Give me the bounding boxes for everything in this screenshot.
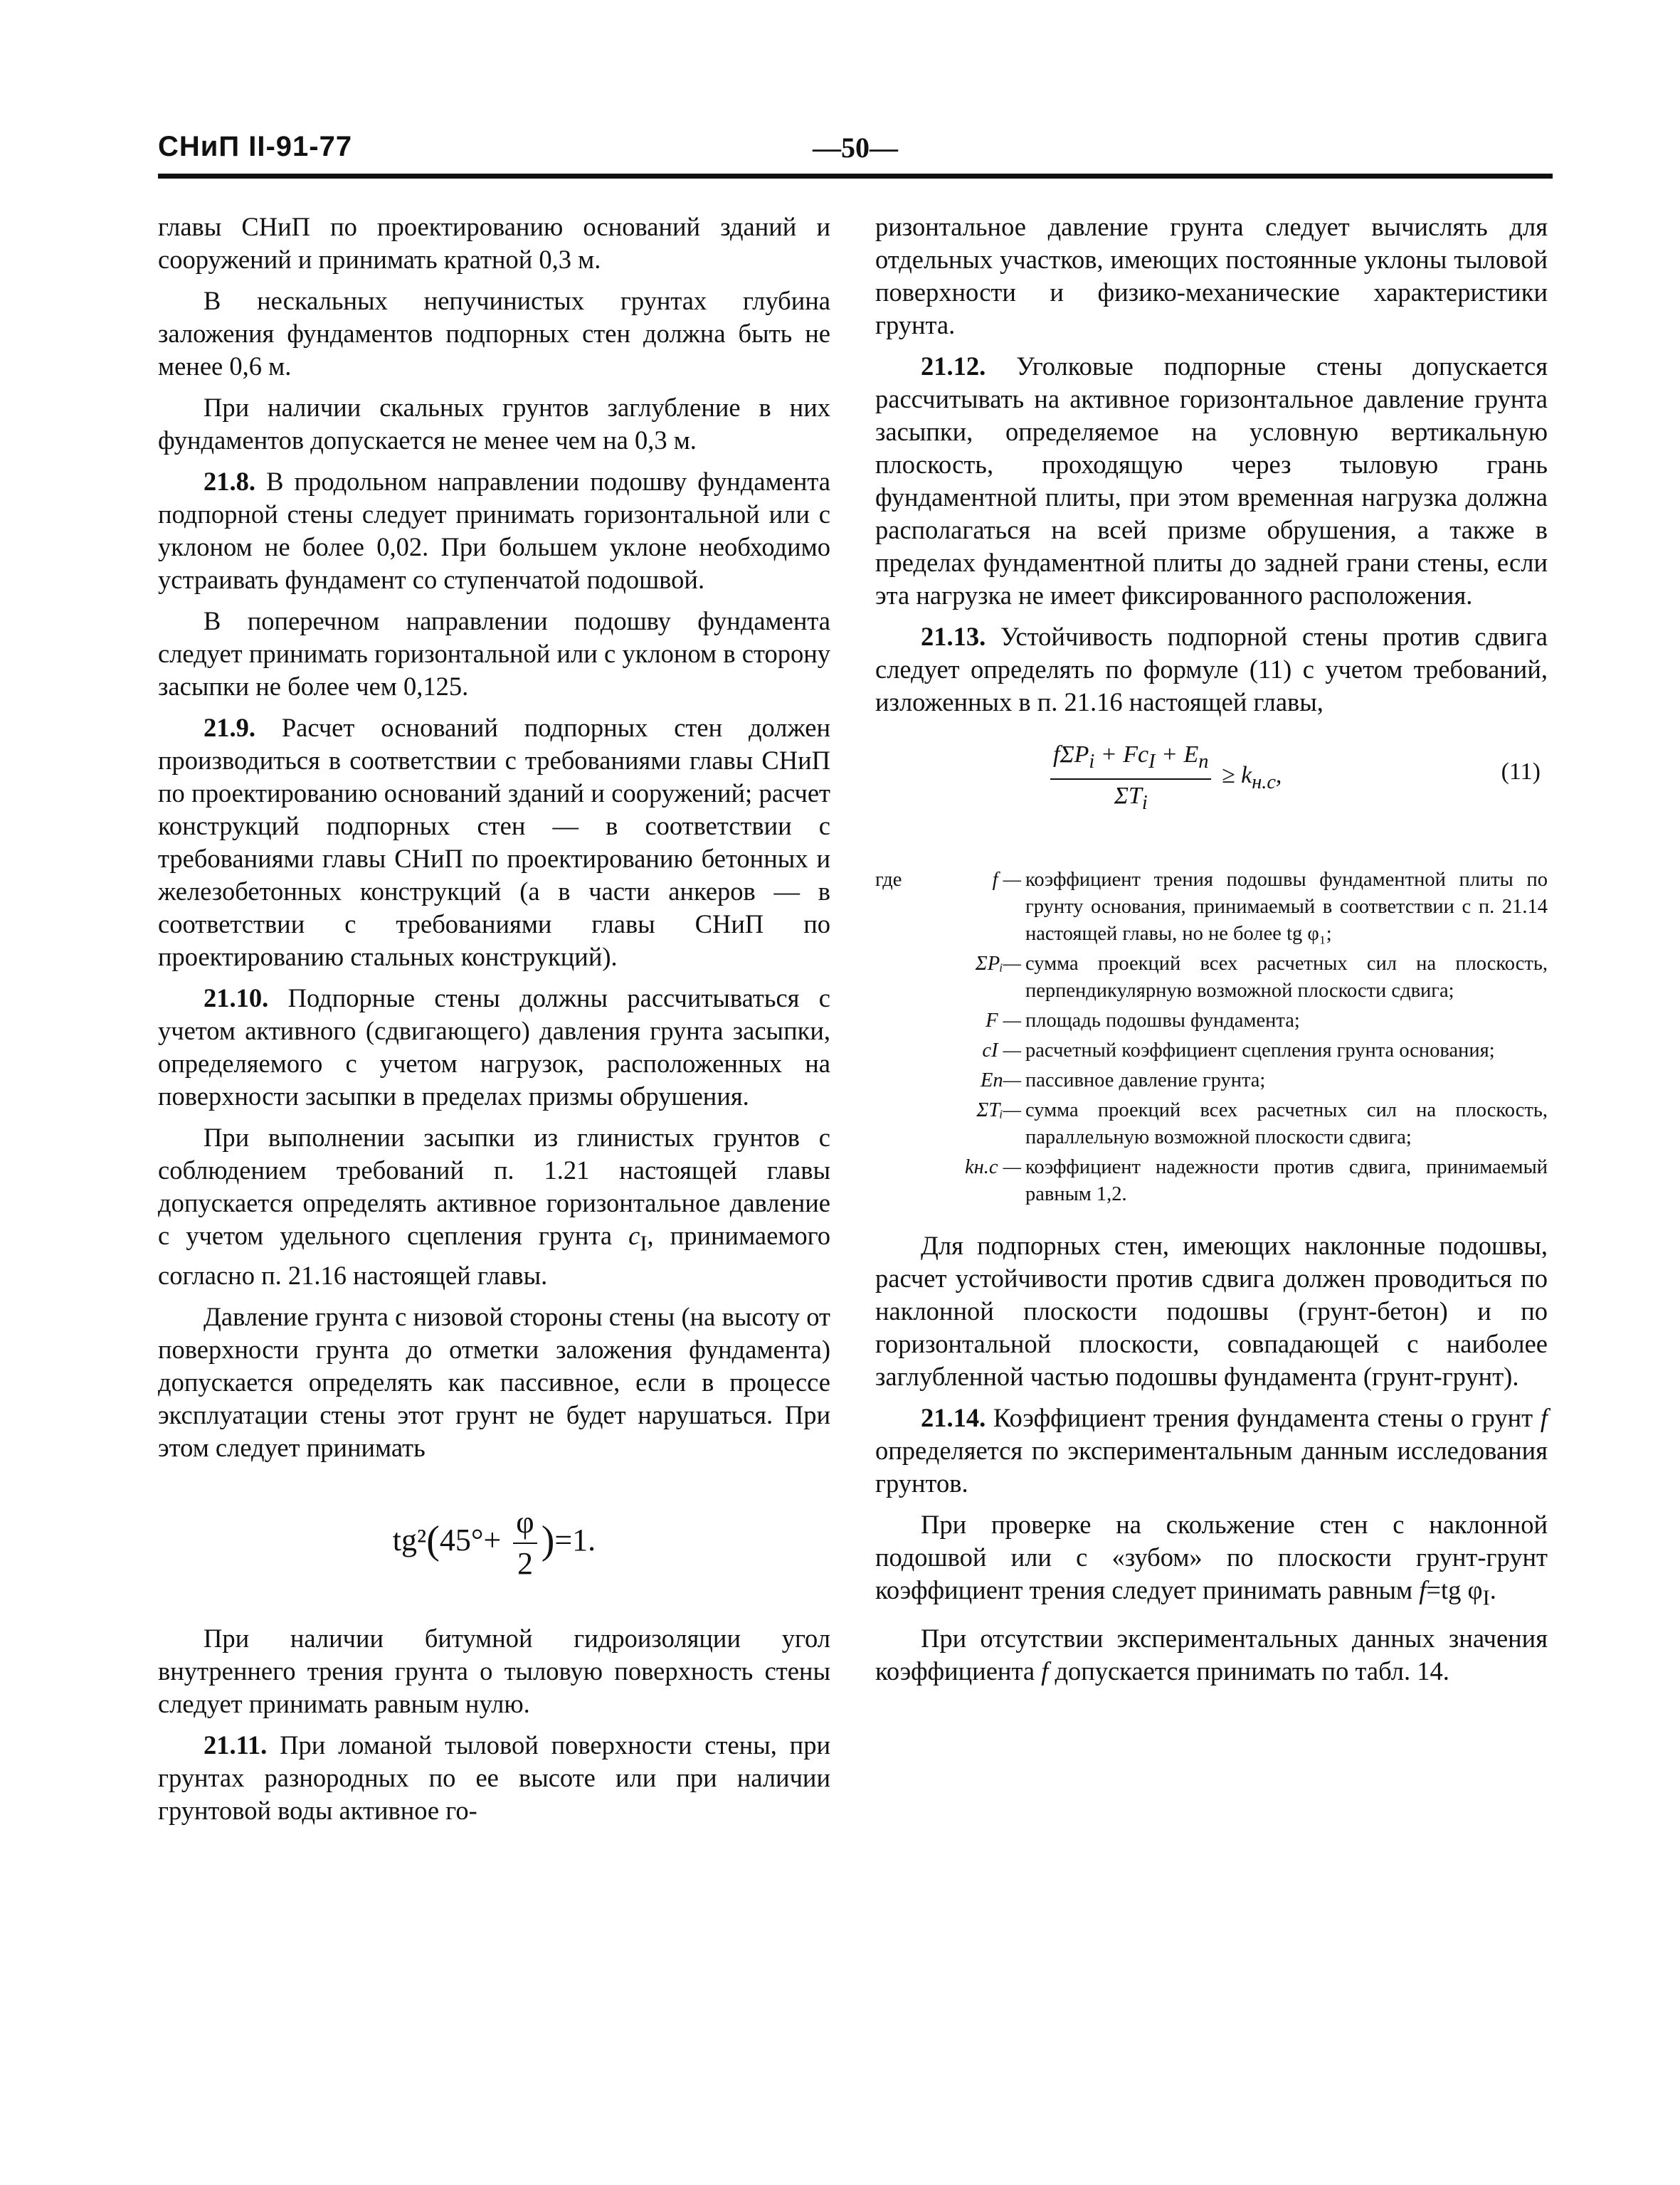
legend-row <box>875 951 1548 1005</box>
clause-text: Расчет оснований подпорных стен должен производиться в соответствии с требованиями главы СНиП по проектированию оснований зданий и сооружений; расчет конструкций подпорных стен — в соответствии с требованиями главы СНиП по проектированию бетонных и железобетонных конструкций (а в части анкеров — в соответствии с требованиями главы СНиП по проектированию стальных конструкций). <box>158 713 830 971</box>
paragraph <box>158 1121 830 1292</box>
document-code: СНиП II-91-77 <box>158 131 353 162</box>
math-symbol: f <box>1419 1575 1427 1604</box>
formula-fraction <box>1050 739 1211 820</box>
clause-text: В продольном направлении подошву фундамента подпорной стены следует принимать горизонтальной или с уклоном не более 0,02. При большем уклоне необходимо устраивать фундамент со ступенчатой подошвой. <box>158 467 831 594</box>
formula-11 <box>875 739 1548 838</box>
legend-row <box>875 1097 1548 1151</box>
legend-row <box>875 1067 1548 1094</box>
paragraph: В нескальных непучинистых грунтах глубина заложения фундаментов подпорных стен должна быть не менее 0,6 м. <box>158 286 830 381</box>
legend-symbol: Eп— <box>981 1069 1021 1091</box>
text-run: определяется по экспериментальным данным исследования грунтов. <box>875 1436 1548 1498</box>
paragraph: Для подпорных стен, имеющих наклонные подошвы, расчет устойчивости против сдвига должен проводиться по наклонной плоскости подошвы (грунт-бетон) и по горизонтальной плоскости, совпадающей с наиболее заглубленной частью подошвы фундамента (грунт-грунт). <box>875 1231 1548 1391</box>
fraction-denominator <box>1050 780 1211 820</box>
legend-description: сумма проекций всех расчетных сил на плоскость, перпендикулярную возможной плоскости сдвига; <box>1025 953 1548 1002</box>
legend-symbol: cI — <box>982 1039 1021 1062</box>
formula-part: =1. <box>554 1523 596 1558</box>
text-run: При отсутствии экспериментальных данных значения коэффициента <box>875 1624 1548 1686</box>
paragraph: главы СНиП по проектированию оснований зданий и сооружений и принимать кратной 0,3 м. <box>158 212 830 274</box>
page-number: —50— <box>813 132 898 164</box>
legend-row <box>875 867 1548 948</box>
paragraph: Давление грунта с низовой стороны стены (на высоту от поверхности грунта до отметки заложения фундамента) допускается определять как пассивное, если в процессе эксплуатации стены этот грунт не будет нарушаться. При этом следует принимать <box>158 1302 830 1463</box>
math-subscript: I <box>640 1231 648 1256</box>
clause-number: 21.14. <box>921 1403 986 1432</box>
legend-where: где <box>875 869 902 891</box>
text-run: Коэффициент трения фундамента стены о грунт <box>993 1403 1533 1432</box>
paragraph-21-9 <box>158 711 830 973</box>
paragraph-21-11 <box>158 1729 830 1827</box>
formula-part: tg² <box>392 1523 427 1558</box>
legend-spacer <box>875 1067 911 1094</box>
formula-legend <box>875 867 1548 1208</box>
legend-spacer <box>875 1154 911 1208</box>
paragraph: При наличии битумной гидроизоляции угол внутреннего трения грунта о тыловую поверхность стены следует принимать равным нулю. <box>158 1624 830 1719</box>
legend-description: расчетный коэффициент сцепления грунта основания; <box>1025 1039 1495 1062</box>
legend-symbol: kн.с — <box>964 1156 1021 1178</box>
fraction-numerator: φ <box>513 1503 537 1544</box>
text-run: . <box>1489 1575 1496 1604</box>
legend-description: пассивное давление грунта; <box>1025 1069 1266 1091</box>
paragraph-21-13 <box>875 620 1548 719</box>
text-run: При выполнении засыпки из глинистых грунтов с соблюдением требований п. 1.21 настоящей главы допускается определять активное горизонтальное давление с учетом удельного сцепления грунта <box>158 1123 830 1250</box>
formula-subscript: н.с <box>1252 771 1276 793</box>
legend-description: сумма проекций всех расчетных сил на плоскость, параллельную возможной плоскости сдвига; <box>1025 1099 1548 1148</box>
paragraph <box>875 1622 1548 1688</box>
legend-symbol: f — <box>992 869 1021 891</box>
legend-spacer <box>875 1037 911 1064</box>
clause-text: Подпорные стены должны рассчитываться с учетом активного (сдвигающего) давления грунта засыпки, определяемого с учетом нагрузок, расположенных на поверхности засыпки в пределах призмы обрушения. <box>158 983 831 1111</box>
legend-row <box>875 1037 1548 1064</box>
clause-number: 21.11. <box>204 1730 268 1760</box>
paragraph <box>875 1508 1548 1614</box>
left-column <box>158 211 830 1836</box>
formula-paren: ( <box>426 1518 440 1563</box>
clause-number: 21.12. <box>921 351 986 381</box>
paragraph-21-10 <box>158 982 830 1113</box>
formula-part: + Fc <box>1094 741 1149 768</box>
clause-text: Уголковые подпорные стены допускается рассчитывать на активное горизонтальное давление грунта засыпки, определяемое на условную вертикальную плоскость, проходящую через тыловую грань фундаментной плиты, при этом временная нагрузка должна располагаться на всей призме обрушения, а также в пределах фундаментной плиты до задней грани стены, если эта нагрузка не имеет фиксированного расположения. <box>875 351 1548 610</box>
formula-subscript: i <box>1089 750 1095 773</box>
header-rule <box>158 174 1553 179</box>
right-column <box>875 211 1548 1696</box>
clause-number: 21.8. <box>204 467 255 496</box>
clause-number: 21.10. <box>204 983 269 1012</box>
formula-part: ≥ k <box>1221 761 1252 788</box>
formula-subscript: i <box>1141 791 1148 814</box>
formula-subscript: I <box>1148 750 1156 773</box>
legend-description: коэффициент трения подошвы фундаментной плиты по грунту основания, принимаемый в соответствии с п. 21.14 настоящей главы, но не более tg φ₁; <box>1025 869 1548 945</box>
legend-spacer <box>875 951 911 1005</box>
clause-number: 21.13. <box>921 622 986 651</box>
paragraph: При наличии скальных грунтов заглубление в них фундаментов допускается не менее чем на 0,3 м. <box>158 393 830 455</box>
formula-paren: ) <box>541 1518 555 1563</box>
legend-symbol: F — <box>986 1010 1021 1032</box>
fraction-denominator: 2 <box>517 1546 533 1582</box>
legend-spacer <box>875 1097 911 1151</box>
legend-row <box>875 1154 1548 1208</box>
formula-part: fΣP <box>1053 741 1089 768</box>
math-symbol: f <box>1041 1656 1049 1686</box>
equation-number: (11) <box>1501 758 1541 785</box>
formula-part: ΣT <box>1114 782 1142 809</box>
paragraph-21-12 <box>875 350 1548 612</box>
fraction-numerator <box>1050 739 1211 780</box>
legend-row <box>875 1007 1548 1035</box>
formula-body <box>1046 739 1282 820</box>
paragraph-21-8 <box>158 465 830 596</box>
formula-part: + E <box>1155 741 1199 768</box>
formula-part: , <box>1275 761 1282 788</box>
legend-symbol: ΣPᵢ— <box>975 953 1021 975</box>
legend-spacer <box>875 1007 911 1035</box>
clause-number: 21.9. <box>204 713 255 742</box>
formula-relation <box>1222 759 1282 799</box>
formula-part: 45°+ <box>439 1523 502 1558</box>
text-run: =tg φ <box>1426 1575 1483 1604</box>
page-header <box>158 127 1553 176</box>
math-symbol: c <box>628 1221 640 1250</box>
text-run: При проверке на скольжение стен с наклонной подошвой или с «зубом» по плоскости грунт-грунт коэффициент трения следует принимать равным <box>875 1510 1548 1604</box>
paragraph: В поперечном направлении подошву фундамента следует принимать горизонтальной или с уклоном в сторону засыпки не более чем 0,125. <box>158 606 830 701</box>
text-run: , принимаемого согласно п. 21.16 настоящей главы. <box>158 1221 830 1291</box>
legend-description: коэффициент надежности против сдвига, принимаемый равным 1,2. <box>1025 1156 1548 1205</box>
formula-fraction <box>513 1503 537 1584</box>
legend-symbol: ΣTᵢ— <box>976 1099 1021 1121</box>
math-subscript: I <box>1482 1585 1490 1610</box>
paragraph-21-14 <box>875 1402 1548 1500</box>
formula-tg <box>158 1503 830 1584</box>
math-symbol: f <box>1540 1403 1548 1432</box>
clause-text: Устойчивость подпорной стены против сдвига следует определять по формуле (11) с учетом требований, изложенных в п. 21.16 настоящей главы, <box>875 622 1548 716</box>
legend-description: площадь подошвы фундамента; <box>1025 1010 1300 1032</box>
paragraph: ризонтальное давление грунта следует вычислять для отдельных участков, имеющих постоянные уклоны тыловой поверхности и физико-механические характеристики грунта. <box>875 212 1548 339</box>
text-run: допускается принимать по табл. 14. <box>1055 1656 1449 1686</box>
formula-subscript: п <box>1198 750 1209 773</box>
clause-text: При ломаной тыловой поверхности стены, при грунтах разнородных по ее высоте или при наличии грунтовой воды активное го- <box>158 1730 831 1826</box>
